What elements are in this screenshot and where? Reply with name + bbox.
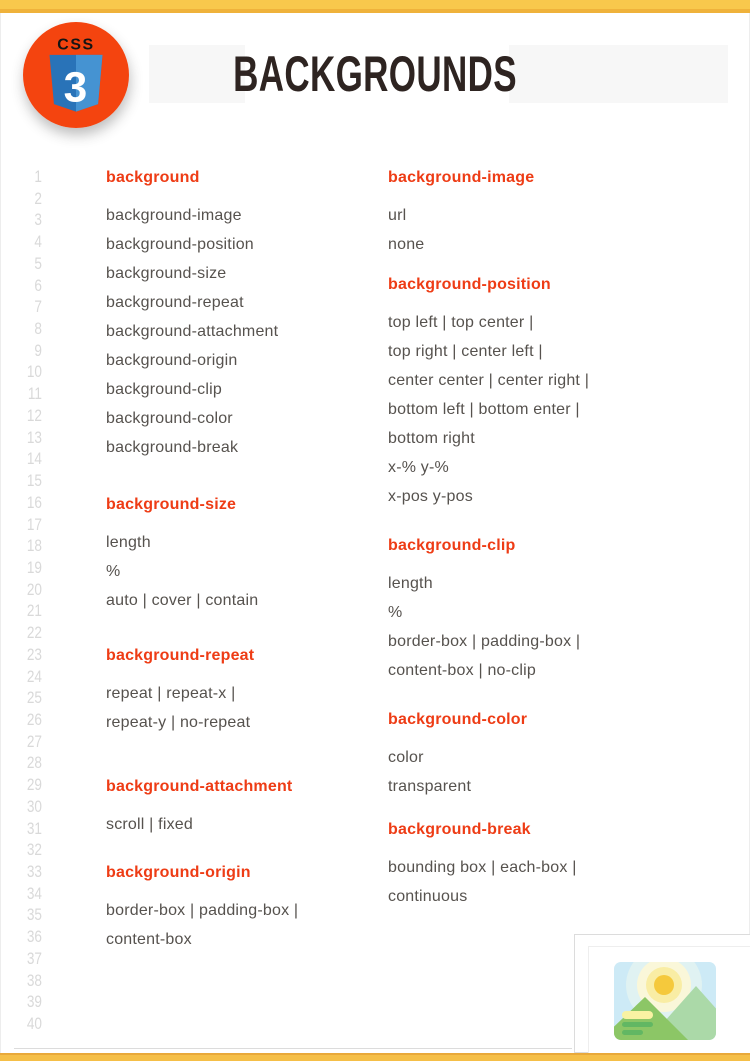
property-value-item: color bbox=[388, 749, 424, 766]
page-bottom-divider bbox=[14, 1048, 572, 1049]
line-number: 28 bbox=[26, 753, 42, 773]
property-value-item: border-box | padding-box | bbox=[388, 633, 581, 650]
line-number: 8 bbox=[34, 319, 42, 339]
line-number: 23 bbox=[26, 644, 42, 664]
property-value-item: url bbox=[388, 207, 407, 224]
line-number: 13 bbox=[26, 427, 42, 447]
property-value-item: background-clip bbox=[106, 381, 222, 398]
line-number: 10 bbox=[26, 362, 42, 382]
property-value-item: content-box | no-clip bbox=[388, 662, 536, 679]
line-number: 24 bbox=[26, 666, 42, 686]
property-value-item: top left | top center | bbox=[388, 314, 534, 331]
property-value-item: repeat-y | no-repeat bbox=[106, 714, 251, 731]
property-value-item: length bbox=[388, 575, 433, 592]
top-accent-bar bbox=[0, 0, 750, 13]
property-group-header: background-clip bbox=[388, 537, 516, 554]
line-number: 38 bbox=[26, 970, 42, 990]
line-number: 5 bbox=[34, 253, 42, 273]
property-group-header: background-color bbox=[388, 711, 528, 728]
css3-logo-brand-text: CSS bbox=[57, 36, 95, 54]
property-value-item: background-color bbox=[106, 410, 233, 427]
line-number: 19 bbox=[26, 557, 42, 577]
caption-bar-green-1 bbox=[622, 1022, 653, 1027]
css3-shield-number: 3 bbox=[63, 63, 88, 111]
page-title: BACKGROUNDS bbox=[233, 46, 517, 102]
line-number: 30 bbox=[26, 796, 42, 816]
property-value-item: x-pos y-pos bbox=[388, 488, 473, 505]
property-group bbox=[388, 705, 718, 801]
line-number: 21 bbox=[26, 601, 42, 621]
property-value-item: border-box | padding-box | bbox=[106, 902, 299, 919]
property-value-item: background-break bbox=[106, 439, 239, 456]
property-group bbox=[106, 641, 382, 737]
property-value-item: background-attachment bbox=[106, 323, 279, 340]
property-value-item: % bbox=[106, 563, 121, 580]
property-group bbox=[106, 772, 382, 839]
property-group bbox=[106, 163, 382, 462]
property-value-item: center center | center right | bbox=[388, 372, 590, 389]
line-number: 37 bbox=[26, 948, 42, 968]
property-value-item: bottom left | bottom enter | bbox=[388, 401, 580, 418]
property-value-item: top right | center left | bbox=[388, 343, 543, 360]
line-number: 25 bbox=[26, 688, 42, 708]
line-number: 16 bbox=[26, 492, 42, 512]
line-number: 27 bbox=[26, 731, 42, 751]
image-preview-card bbox=[574, 934, 750, 1053]
property-value-item: repeat | repeat-x | bbox=[106, 685, 236, 702]
property-value-item: background-image bbox=[106, 207, 242, 224]
property-group-header: background-image bbox=[388, 169, 535, 186]
property-value-item: auto | cover | contain bbox=[106, 592, 259, 609]
line-number: 6 bbox=[34, 275, 42, 295]
property-group-header: background-position bbox=[388, 276, 551, 293]
column-right bbox=[388, 0, 718, 1061]
line-number: 26 bbox=[26, 709, 42, 729]
line-number: 9 bbox=[34, 340, 42, 360]
line-number: 33 bbox=[26, 862, 42, 881]
line-number: 40 bbox=[26, 1014, 42, 1034]
line-number: 29 bbox=[26, 775, 42, 795]
line-number: 2 bbox=[34, 188, 42, 208]
property-value-item: background-position bbox=[106, 236, 254, 253]
line-number: 31 bbox=[26, 818, 42, 838]
line-number: 36 bbox=[26, 927, 42, 947]
line-number: 7 bbox=[34, 297, 42, 317]
property-value-item: bounding box | each-box | bbox=[388, 859, 577, 876]
property-group-header: background-attachment bbox=[106, 778, 293, 795]
bottom-accent-bar bbox=[0, 1053, 750, 1061]
line-number: 35 bbox=[26, 905, 42, 925]
line-number: 3 bbox=[34, 210, 42, 230]
property-value-item: background-origin bbox=[106, 352, 238, 369]
property-group bbox=[388, 815, 718, 911]
line-number: 4 bbox=[34, 232, 42, 252]
property-group-header: background-origin bbox=[106, 864, 251, 881]
line-number: 20 bbox=[26, 579, 42, 599]
sun-icon bbox=[654, 975, 674, 995]
line-number: 1 bbox=[34, 167, 42, 186]
property-value-item: x-% y-% bbox=[388, 459, 449, 476]
image-preview-frame bbox=[588, 946, 750, 1061]
line-number: 12 bbox=[26, 405, 42, 425]
line-number: 22 bbox=[26, 623, 42, 643]
caption-bar-green-2 bbox=[622, 1030, 643, 1035]
property-value-item: background-size bbox=[106, 265, 227, 282]
property-group-header: background-repeat bbox=[106, 647, 255, 664]
caption-bar-yellow bbox=[622, 1011, 653, 1019]
property-group bbox=[388, 531, 718, 685]
css3-logo bbox=[23, 22, 129, 128]
css3-badge-icon bbox=[23, 22, 129, 128]
property-value-item: % bbox=[388, 604, 403, 621]
line-number: 32 bbox=[26, 840, 42, 860]
page-left-edge bbox=[0, 0, 1, 1061]
property-value-item: none bbox=[388, 236, 425, 253]
line-number: 18 bbox=[26, 536, 42, 556]
property-group bbox=[106, 490, 382, 615]
image-placeholder-icon bbox=[614, 962, 716, 1040]
property-value-item: background-repeat bbox=[106, 294, 244, 311]
property-value-item: length bbox=[106, 534, 151, 551]
line-number: 15 bbox=[26, 471, 42, 491]
line-number: 11 bbox=[27, 384, 42, 404]
property-group-header: background bbox=[106, 169, 200, 186]
line-number: 14 bbox=[26, 449, 42, 469]
property-group-header: background-break bbox=[388, 821, 531, 838]
column-left bbox=[106, 0, 382, 1061]
property-value-item: continuous bbox=[388, 888, 468, 905]
property-group bbox=[388, 270, 718, 511]
line-number-gutter bbox=[15, 166, 42, 1035]
property-value-item: bottom right bbox=[388, 430, 475, 447]
property-value-item: transparent bbox=[388, 778, 472, 795]
line-number: 39 bbox=[26, 992, 42, 1012]
line-number: 17 bbox=[26, 514, 42, 534]
property-value-item: content-box bbox=[106, 931, 192, 948]
property-group-header: background-size bbox=[106, 496, 237, 513]
property-group bbox=[106, 858, 382, 954]
line-number: 34 bbox=[26, 883, 42, 903]
property-group bbox=[388, 163, 718, 259]
property-value-item: scroll | fixed bbox=[106, 816, 193, 833]
